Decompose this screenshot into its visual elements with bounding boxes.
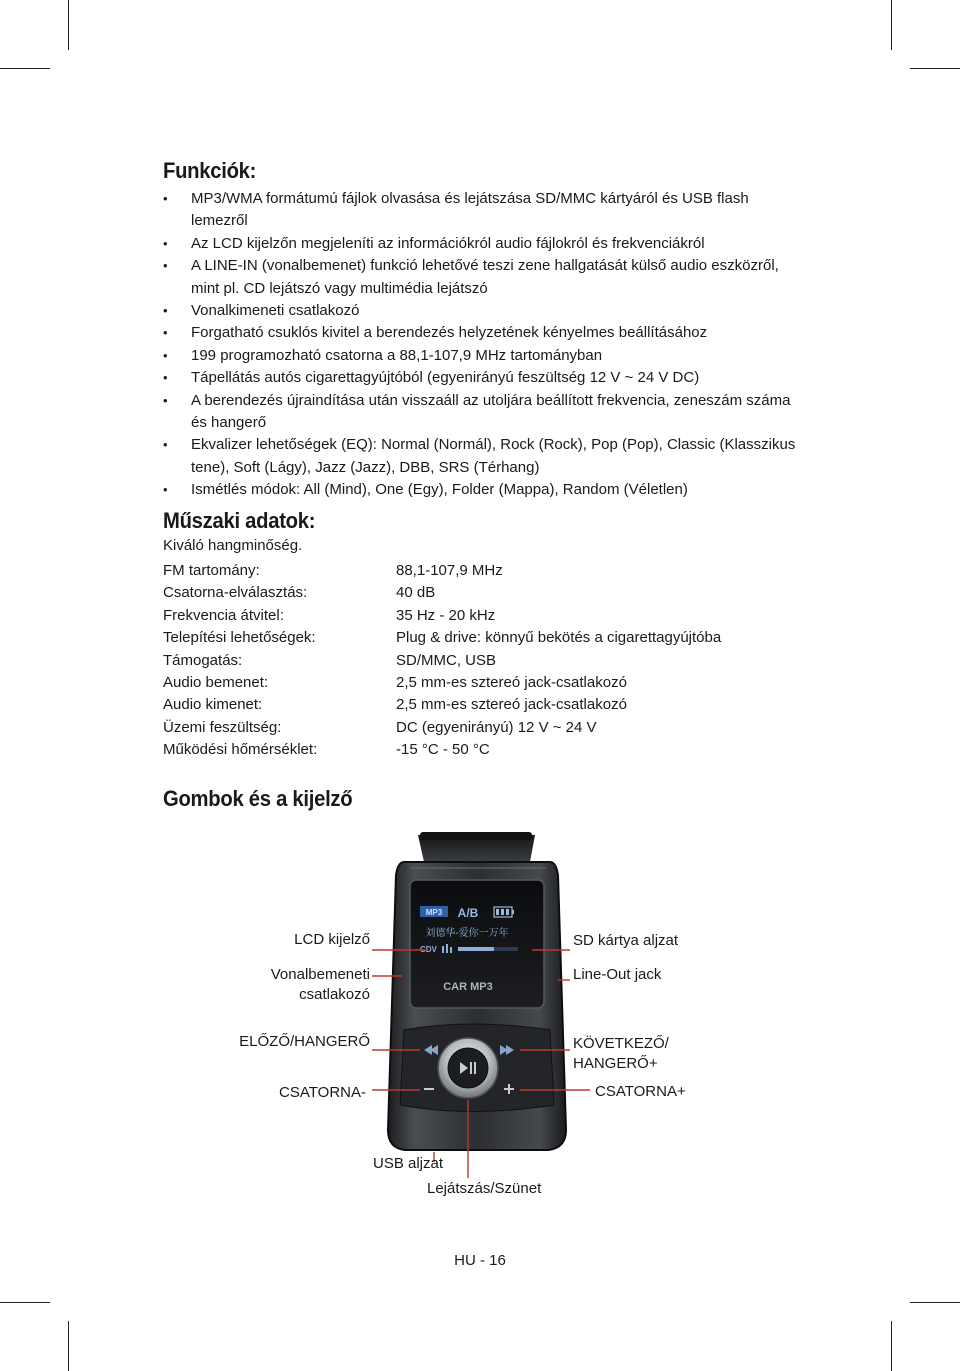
brand-text: CAR MP3 [443, 981, 493, 993]
spec-value: 35 Hz - 20 kHz [396, 606, 496, 624]
list-item: • Az LCD kijelzőn megjeleníti az információkról audio fájlokról és frekvenciákról [163, 233, 803, 255]
screen-ab-text: A/B [457, 906, 479, 920]
list-item: • A LINE-IN (vonalbemenet) funkció lehetővé teszi zene hallgatását külső audio eszközről, mint pl. CD lejátszó vagy multimédia lejátszó [163, 255, 803, 300]
list-item: • Forgatható csuklós kivitel a berendezés helyzetének kényelmes beállításához [163, 322, 803, 344]
play-pause-button [438, 1038, 498, 1098]
label-ch-plus: CSATORNA+ [595, 1083, 686, 1100]
spec-label: Csatorna-elválasztás: [163, 584, 308, 602]
screen-song-text: 刘德华-爱你一万年 [425, 928, 509, 939]
label-lcd: LCD kijelző [294, 931, 370, 948]
label-line-out: Line-Out jack [573, 966, 662, 983]
spec-label: FM tartomány: [163, 562, 260, 579]
list-item: • 199 programozható csatorna a 88,1-107,9 MHz tartományban [163, 345, 803, 367]
spec-value: DC (egyenirányú) 12 V ~ 24 V [396, 718, 597, 736]
spec-value: -15 °C - 50 °C [396, 741, 490, 759]
lcd-display [410, 880, 544, 1008]
label-sd-slot: SD kártya aljzat [573, 932, 679, 949]
spec-label: Működési hőmérséklet: [163, 741, 318, 759]
label-prev-vol: ELŐZŐ/HANGERŐ [239, 1033, 370, 1050]
progress-bar [458, 947, 518, 951]
functions-heading: Funkciók: [163, 158, 257, 183]
label-next-2: HANGERŐ+ [573, 1055, 658, 1072]
spec-label: Üzemi feszültség: [163, 718, 282, 736]
list-item: • A berendezés újraindítása után visszaáll az utoljára beállított frekvencia, zeneszám száma és hangerő [163, 390, 803, 435]
list-item: • Tápellátás autós cigarettagyújtóból (egyenirányú feszültség 12 V ~ 24 V DC) [163, 367, 803, 389]
spec-label: Telepítési lehetőségek: [163, 629, 316, 647]
label-play-pause: Lejátszás/Szünet [427, 1180, 542, 1197]
buttons-heading: Gombok és a kijelző [163, 786, 353, 811]
spec-value: Plug & drive: könnyű bekötés a cigarettagyújtóba [396, 629, 722, 647]
label-line-in-1: Vonalbemeneti [270, 966, 370, 983]
list-item: • Ismétlés módok: All (Mind), One (Egy), Folder (Mappa), Random (Véletlen) [163, 479, 803, 501]
specs-intro: Kiváló hangminőség. [163, 537, 303, 554]
label-next-1: KÖVETKEZŐ/ [573, 1035, 669, 1052]
list-item: • Ekvalizer lehetőségek (EQ): Normal (Normál), Rock (Rock), Pop (Pop), Classic (Klasszikus tene), Soft (Lágy), Jazz (Jazz), DBB, SRS (Térhang) [163, 434, 803, 479]
label-line-in-2: csatlakozó [299, 986, 370, 1003]
screen-mode-text: MP3 [425, 908, 443, 917]
spec-value: 2,5 mm-es sztereó jack-csatlakozó [396, 674, 627, 692]
pivot-joint [418, 832, 535, 862]
spec-label: Audio kimenet: [163, 696, 263, 714]
screen-cdv-text: CDV [420, 945, 437, 954]
label-usb: USB aljzat [373, 1155, 444, 1172]
spec-value: SD/MMC, USB [396, 651, 497, 669]
spec-value: 88,1-107,9 MHz [396, 562, 503, 579]
pause-icon [470, 1062, 472, 1074]
spec-value: 40 dB [396, 584, 436, 602]
control-panel [400, 1024, 554, 1112]
list-item: • MP3/WMA formátumú fájlok olvasása és lejátszása SD/MMC kártyáról és USB flash lemezről [163, 188, 803, 233]
spec-label: Frekvencia átvitel: [163, 606, 284, 624]
specs-heading: Műszaki adatok: [163, 508, 316, 533]
spec-value: 2,5 mm-es sztereó jack-csatlakozó [396, 696, 627, 714]
label-ch-minus: CSATORNA- [279, 1084, 366, 1101]
list-item: • Vonalkimeneti csatlakozó [163, 300, 803, 322]
spec-label: Audio bemenet: [163, 674, 269, 692]
page-number: HU - 16 [454, 1252, 506, 1269]
minus-icon [424, 1088, 434, 1090]
spec-label: Támogatás: [163, 651, 243, 669]
